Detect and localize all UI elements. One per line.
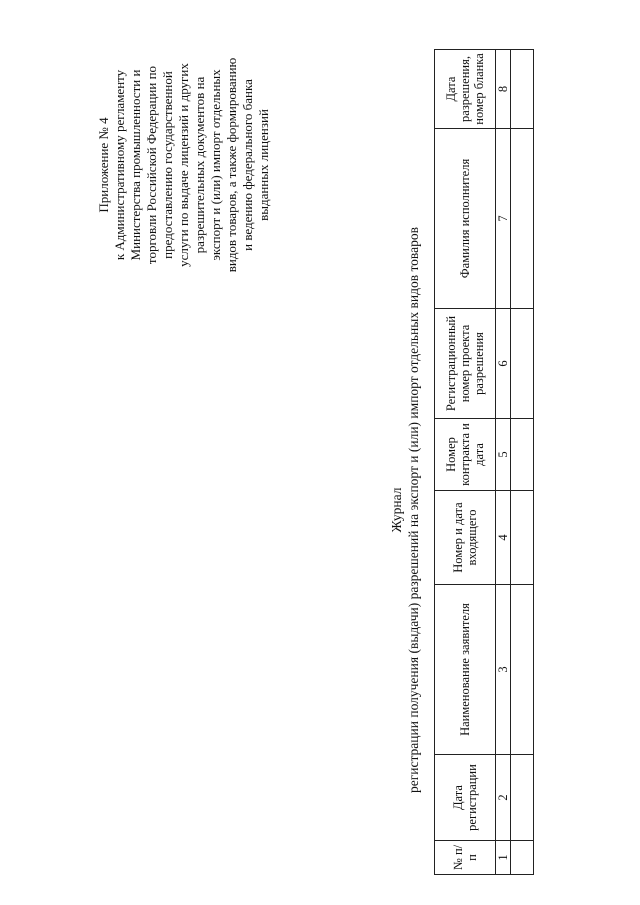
column-number-cell: 2: [496, 755, 511, 841]
header-cell-permit-date: Дата разрешения, номер бланка: [435, 50, 496, 129]
appendix-line: видов товаров, а также формированию: [224, 57, 239, 273]
journal-title: Журнал: [389, 487, 404, 533]
column-number-cell: 8: [496, 50, 511, 129]
table-row: [496, 50, 511, 875]
appendix-line: Министерства промышленности и: [128, 69, 143, 261]
header-cell-applicant-name: Наименование заявителя: [435, 585, 496, 755]
header-cell-number: № п/п: [435, 841, 496, 875]
journal-subtitle: регистрации получения (выдачи) разрешений на экспорт и (или) импорт отдельных видов товаров: [406, 227, 421, 793]
empty-cell: [511, 419, 534, 491]
appendix-line: предоставлению государственной: [160, 71, 175, 259]
appendix-line: к Административному регламенту: [112, 69, 127, 261]
empty-cell: [511, 491, 534, 585]
empty-cell: [511, 50, 534, 129]
table-row: [511, 50, 534, 875]
empty-cell: [511, 841, 534, 875]
column-number-cell: 4: [496, 491, 511, 585]
column-number-cell: 7: [496, 129, 511, 309]
column-number-cell: 6: [496, 309, 511, 419]
appendix-line: разрешительных документов на: [192, 76, 207, 254]
journal-title-block: [388, 205, 422, 815]
empty-cell: [511, 585, 534, 755]
header-cell-executor-name: Фамилия исполнителя: [435, 129, 496, 309]
appendix-line: экспорт и (или) импорт отдельных: [208, 69, 223, 261]
appendix-line: торговли Российской Федерации по: [144, 65, 159, 265]
appendix-line: услуги по выдаче лицензий и других: [176, 63, 191, 267]
table-header-row: [435, 50, 496, 875]
header-cell-contract-number: Номер контракта и дата: [435, 419, 496, 491]
empty-cell: [511, 309, 534, 419]
header-cell-registration-date: Дата регистрации: [435, 755, 496, 841]
column-number-cell: 1: [496, 841, 511, 875]
appendix-line: выданных лицензий: [256, 109, 271, 221]
header-cell-draft-permit-number: Регистрационный номер проекта разрешения: [435, 309, 496, 419]
register-table: [434, 49, 534, 875]
column-number-cell: 3: [496, 585, 511, 755]
appendix-line: и ведению федерального банка: [240, 79, 255, 251]
empty-cell: [511, 755, 534, 841]
appendix-title: Приложение № 4: [96, 117, 111, 213]
appendix-heading: [96, 49, 272, 281]
column-number-cell: 5: [496, 419, 511, 491]
empty-cell: [511, 129, 534, 309]
header-cell-incoming-number: Номер и дата входящего: [435, 491, 496, 585]
